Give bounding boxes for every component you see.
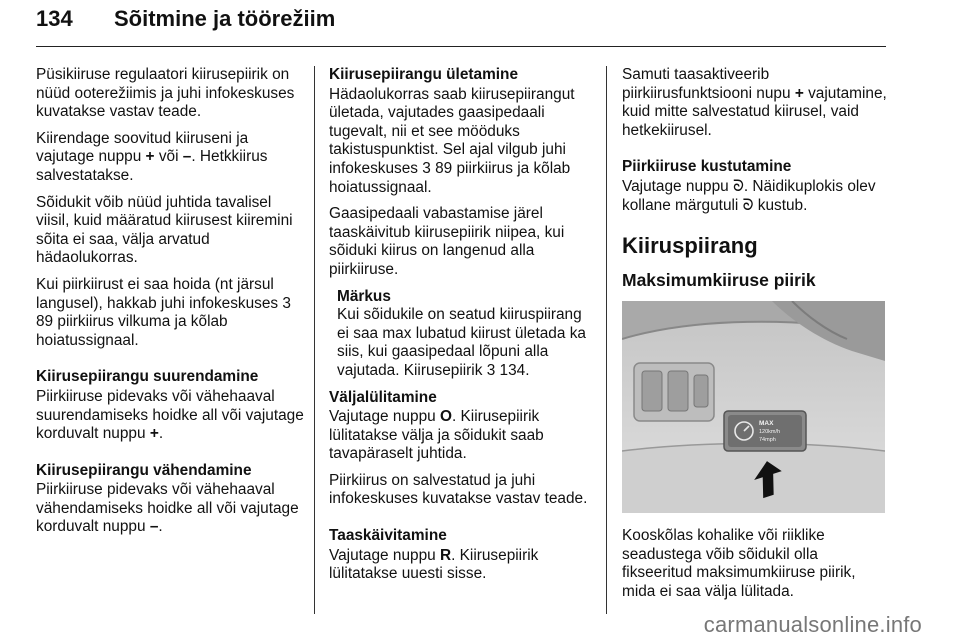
off-circle-icon: O xyxy=(439,408,452,426)
paragraph: Gaasipedaali vabastamise järel taaskäivitub kiirusepiirik niipea, kui sõiduki kiirus on langenud alla piirkiiruse. xyxy=(329,205,565,278)
svg-text:MAX: MAX xyxy=(759,420,774,428)
column-divider-2 xyxy=(606,66,607,614)
note-title: Märkus xyxy=(337,287,391,305)
plus-icon: + xyxy=(149,425,159,443)
paragraph: Piirkiirus on salvestatud ja juhi infokeskuses kuvatakse vastav teade. xyxy=(329,471,588,508)
minus-icon: – xyxy=(149,518,159,536)
speed-limiter-icon: ᘐ xyxy=(742,196,754,214)
section-heading: Taaskäivitamine xyxy=(329,527,447,545)
reference-arrow-icon: 3 xyxy=(422,159,431,177)
note-box xyxy=(329,288,597,381)
section-heading: Kiirusepiirangu vähendamine xyxy=(36,461,252,479)
reference-arrow-icon: 3 xyxy=(486,361,496,379)
paragraph: Sõidukit võib nüüd juhtida tavalisel viisil, kuid määratud kiirusest kiiremini sõita ei saa, välja arvatud hädaolukorras. xyxy=(36,193,293,267)
paragraph: Kiirendage soovitud kiiruseni ja vajutage nuppu + või –. Hetkkiirus salvestatakse. xyxy=(36,129,268,184)
speed-limiter-icon: ᘐ xyxy=(732,177,744,195)
column-divider-1 xyxy=(314,66,315,614)
page-header xyxy=(36,2,886,47)
chapter-title: Sõitmine ja töörežiim xyxy=(114,6,336,31)
paragraph: Kui piirkiirust ei saa hoida (nt järsul langusel), hakkab juhi infokeskuses 3 89 piirkiirus vilkuma ja kõlab hoiatussignaal. xyxy=(36,275,291,349)
reference-arrow-icon: 3 xyxy=(282,294,291,312)
plus-icon: + xyxy=(794,84,804,102)
paragraph: Piirkiiruse pidevaks või vähehaaval suurendamiseks hoidke all või vajutage korduvalt nuppu +. xyxy=(36,387,304,443)
plus-icon: + xyxy=(145,148,155,166)
column-2 xyxy=(329,66,597,592)
paragraph: Püsikiiruse regulaatori kiirusepiirik on nüüd ooterežiimis ja juhi infokeskuses kuvatakse vastav teade. xyxy=(36,66,295,121)
dashboard-illustration xyxy=(622,301,885,513)
paragraph: Piirkiiruse pidevaks või vähehaaval vähendamiseks hoidke all või vajutage korduvalt nuppu –. xyxy=(36,481,299,536)
minus-icon: – xyxy=(182,148,192,166)
paragraph: Vajutage nuppu R. Kiirusepiirik lülitatakse uuesti sisse. xyxy=(329,546,539,583)
paragraph: Kooskõlas kohalike või riiklike seadustega võib sõidukil olla fikseeritud maksimumkiiruse piirik, mida ei saa välja lülitada. xyxy=(622,527,856,600)
note-text: Kui sõidukile on seatud kiiruspiirang ei saa max lubatud kiirust ületada ka siis, kui gaasipedaal lõpuni alla vajutada. Kiirusepiirik 3 134. xyxy=(337,306,586,379)
section-title: Kiiruspiirang xyxy=(622,233,758,259)
paragraph: Hädaolukorras saab kiirusepiirangut ületada, vajutades gaasipedaali tugevalt, nii et see mööduks takistuspunktist. Sel ajal vilgub juhi infokeskuses 3 89 piirkiirus ja kõlab hoiatussignaal. xyxy=(329,85,575,196)
paragraph: Vajutage nuppu ᘐ. Näidikuplokis olev kollane märgutuli ᘐ kustub. xyxy=(622,177,876,214)
watermark: carmanualsonline.info xyxy=(703,612,922,637)
subsection-title: Maksimumkiiruse piirik xyxy=(622,270,816,291)
section-heading: Kiirusepiirangu suurendamine xyxy=(36,368,259,386)
r-key-label: R xyxy=(439,546,452,564)
paragraph: Vajutage nuppu O. Kiirusepiirik lülitatakse välja ja sõidukit saab tavapäraselt juhtida. xyxy=(329,408,544,463)
svg-text:74mph: 74mph xyxy=(759,437,776,444)
paragraph: Samuti taasaktiveerib piirkiirusfunktsiooni nupu + vajutamine, kuid mitte salvestatud kiirusel, vaid hetkekiirusel. xyxy=(622,66,887,139)
svg-text:120km/h: 120km/h xyxy=(759,429,781,436)
column-3 xyxy=(622,66,890,610)
section-heading: Väljalülitamine xyxy=(329,388,437,406)
section-heading: Piirkiiruse kustutamine xyxy=(622,158,792,176)
section-heading: Kiirusepiirangu ületamine xyxy=(329,66,519,83)
column-1 xyxy=(36,66,304,545)
page-number: 134 xyxy=(36,6,73,31)
dashboard-switch-drawing xyxy=(622,301,885,513)
